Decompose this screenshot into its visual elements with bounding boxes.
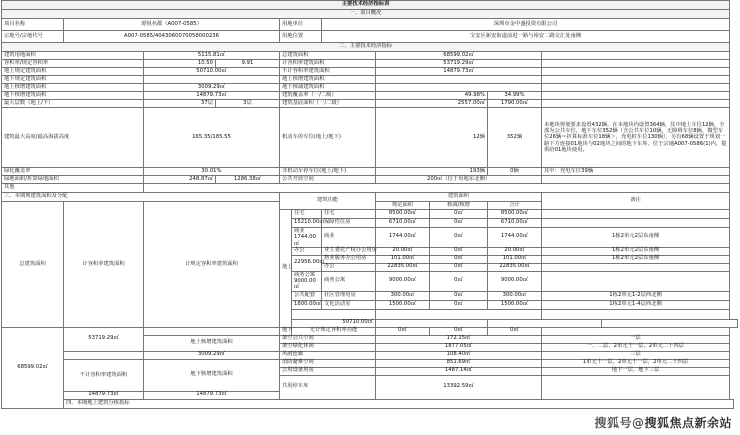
head-planned: 规定面积	[376, 202, 430, 210]
func-name: 保障性住房	[322, 219, 376, 228]
below-increase-value: 14879.73㎡	[144, 391, 280, 399]
group-value: 22956.00㎡	[292, 255, 322, 271]
indicator-label: 地下规定建筑面积	[2, 76, 144, 84]
note-value	[542, 263, 730, 271]
total-value: 22835.00㎡	[488, 263, 542, 271]
below-note: 地下一层、地下三层	[542, 367, 730, 375]
total-value: 1500.00㎡	[488, 300, 542, 309]
head-func: 建筑功能	[280, 193, 376, 210]
nonmotor-above: 193辆	[376, 168, 488, 176]
indicator-value: 5115.81㎡	[144, 52, 280, 60]
increase-note: 一、二层，2单元十一层，2单元二十四层	[542, 343, 730, 351]
far-label: 计容积率建筑面积	[64, 202, 144, 328]
adjust-value: 0㎡	[430, 247, 488, 255]
green-value: 30.01%	[144, 168, 280, 176]
height-value: 165.35/185.55	[144, 108, 280, 168]
adjust-value: 0㎡	[430, 291, 488, 300]
indicator-value: 49.98%	[376, 92, 488, 100]
nonfar-value: 14879.73㎡	[64, 391, 144, 399]
parking-below: 352辆	[488, 108, 542, 168]
increase-value: 108.40㎡	[376, 351, 542, 359]
adjust-value: 0㎡	[430, 228, 488, 248]
nonfar-label: 不计容积率建筑面积	[64, 359, 144, 391]
green-label: 绿化覆盖率	[2, 168, 144, 176]
group-value: 1744.00㎡	[294, 234, 316, 247]
below-adjust: 0㎡	[430, 327, 488, 335]
owner-value: 深圳市金中盛投资有限公司	[322, 19, 730, 31]
head-area: 建筑面积	[376, 193, 542, 202]
indicator-value: 68599.02㎡	[376, 52, 542, 60]
increase-value: 1877.05㎡	[376, 343, 542, 351]
planned-value: 1500.00㎡	[376, 300, 430, 309]
location-value: 宝安区新安街道前进一路与裕安二路交汇处南侧	[322, 31, 730, 43]
below-planned: 0㎡	[376, 327, 430, 335]
watermark-prefix: 搜狐号@	[594, 416, 645, 430]
increase-note: 1单元十一层，2单元十一层，2单元二十四层	[542, 359, 730, 367]
func-name: 办公	[322, 263, 376, 271]
increase-note: 一层	[542, 335, 730, 343]
adjust-value: 0㎡	[430, 255, 488, 263]
adjust-value: 0㎡	[430, 300, 488, 309]
increase-label: 地上核增建筑面积	[144, 335, 280, 351]
indicator-value: 37层	[144, 100, 216, 108]
parcel-value: A007-0585/4043060070058000236	[64, 31, 280, 43]
below-func: 无计规定容积率功能	[292, 327, 376, 335]
parking-note: 本地块规划要求设置432辆，在本地块内设置364辆，其中地上车位12辆，全部为公共车位，地下车位352辆（含公共车位10辆，无障碍车位8辆，微型车位26辆＝折算标准车位18辆＞，充电桩车位130辆），另有68辆设置于规划一路下方连接01地块与02地块之间的地下车库，位于宗地A007-0586(1)内，提供给01地块使用。	[542, 108, 730, 168]
indicator-label: 计容积率建筑面积	[280, 60, 376, 68]
indicator-label: 建筑覆盖率（一/二级）	[280, 92, 376, 100]
greenarea-label: 绿地面积/折算绿地面积	[2, 176, 144, 184]
planned-value: 20.00㎡	[376, 247, 430, 255]
increase-value: 172.15㎡	[376, 335, 542, 343]
indicator-value: 50710.00㎡	[144, 68, 280, 76]
indicator-label: 建筑用地面积	[2, 52, 144, 60]
indicator-label: 不计容积率建筑面积	[280, 68, 376, 76]
indicator-value: 3009.29㎡	[144, 84, 280, 92]
owner-label: 用地单位	[280, 19, 322, 31]
total-value: 101.00㎡	[488, 255, 542, 263]
note-value	[542, 271, 730, 291]
table-title: 主要技术经济指标表	[2, 1, 730, 10]
indicator-label: 最大层数（地上/下）	[2, 100, 144, 108]
total-value: 20.00㎡	[488, 247, 542, 255]
increase-func: 消防避难空间	[280, 359, 376, 367]
func-name: 物业服务办公用房	[322, 255, 376, 263]
func-name: 社区管理用房	[322, 291, 376, 300]
parking-above: 12辆	[376, 108, 488, 168]
note-value: 1栋2单元2层东南侧	[542, 247, 730, 255]
note-value	[542, 210, 730, 219]
project-name-value: 璟悦名都（A007-0585）	[64, 19, 280, 31]
watermark	[594, 414, 732, 431]
indicator-value	[376, 84, 542, 92]
indicator-value	[144, 76, 280, 84]
public-value: 200㎡（位于用地东北侧）	[376, 176, 542, 184]
group-name: 公共配套	[292, 291, 322, 300]
below-func: 公用设备用房	[280, 367, 376, 375]
indicator-value	[376, 76, 542, 84]
indicator-value: 34.99%	[488, 92, 542, 100]
project-name-label: 项目名称	[2, 19, 64, 31]
total-value: 1744.00㎡	[488, 228, 542, 248]
head-adjust: 核减/核增	[430, 202, 488, 210]
indicator-value: 3层	[216, 100, 280, 108]
note-value: 1栋2单元1-4层西北侧	[542, 300, 730, 309]
total-value: 300.00㎡	[488, 291, 542, 300]
indicator-table	[1, 0, 738, 409]
below-note	[542, 375, 730, 399]
below-ground-label: 地下	[280, 327, 292, 335]
charging-note: 其中：充电车位39辆	[542, 168, 730, 176]
indicator-label: 地下核减建筑面积	[280, 84, 376, 92]
note-value: 1栋2单元2层东南侧	[542, 255, 730, 263]
below-total: 0㎡	[488, 327, 542, 335]
indicator-value: 53719.29㎡	[376, 60, 542, 68]
increase-note: 三层	[542, 351, 730, 359]
total-value: 8500.00㎡	[488, 210, 542, 219]
public-label: 公共开放空间	[280, 176, 376, 184]
adjust-value: 0㎡	[430, 263, 488, 271]
below-value: 13392.59㎡	[376, 375, 542, 399]
section-3-title: 三、本期规建筑面积及分配	[2, 193, 280, 202]
group-name: 办公	[292, 247, 322, 255]
above-ground-label: 地上	[280, 210, 292, 328]
group-name: 住宅	[294, 210, 305, 217]
planned-value: 300.00㎡	[376, 291, 430, 300]
total-value: 6710.00㎡	[488, 219, 542, 228]
indicator-value: 10.50	[144, 60, 216, 68]
planned-value: 9000.00㎡	[376, 271, 430, 291]
group-value: 9000.00㎡	[294, 278, 316, 291]
func-name: 住宅	[322, 210, 376, 219]
adjust-value: 0㎡	[430, 271, 488, 291]
other-label: 其他	[2, 184, 144, 193]
indicator-label: 地上核增建筑面积	[2, 84, 144, 92]
increase-func: 架空绿化休闲	[280, 343, 376, 351]
note-value: 1栋2单元2层东南侧	[542, 228, 730, 248]
location-label: 用地位置	[280, 31, 322, 43]
planned-value: 22835.00㎡	[376, 263, 430, 271]
greenarea-converted: 1286.38㎡	[216, 176, 280, 184]
increase-func: 风雨连廊	[280, 351, 376, 359]
nonmotor-label: 非机动车停车位(地上/地下)	[280, 168, 376, 176]
indicator-label: 总建筑面积	[280, 52, 376, 60]
group-name: 商务公寓	[294, 271, 316, 278]
planned-far-value: 50710.00㎡	[292, 319, 376, 327]
nonmotor-below: 0辆	[488, 168, 542, 176]
group-cell	[292, 228, 322, 248]
planned-far-label: 计规定容积率建筑面积	[144, 202, 280, 328]
planned-value: 1744.00㎡	[376, 228, 430, 248]
parking-label: 机动车停车位(地上/地下)	[280, 108, 376, 168]
far-value: 53719.29㎡	[64, 327, 144, 351]
indicator-label: 地上核增建筑面积	[280, 76, 376, 84]
greenarea-value: 248.87㎡	[144, 176, 216, 184]
below-value: 1487.14㎡	[376, 367, 542, 375]
below-func: 共用停车库	[280, 375, 376, 399]
func-name: 商业	[322, 228, 376, 248]
note-value	[542, 219, 730, 228]
indicator-label: 地下核增建筑面积	[2, 92, 144, 100]
planned-value: 8500.00㎡	[376, 210, 430, 219]
indicator-value: 14879.73㎡	[376, 68, 542, 76]
section-4-title: 四、本期地上建筑分栋指标	[64, 399, 734, 408]
adjust-value: 0㎡	[430, 219, 488, 228]
indicator-label: 容积率/规定容积率	[2, 60, 144, 68]
indicator-value: 9.91	[216, 60, 280, 68]
total-area-label: 总建筑面积	[2, 202, 64, 328]
below-increase-label: 地下核增建筑面积	[144, 359, 280, 391]
group-value: 15210.00㎡	[292, 219, 322, 228]
section-1-title: 一、项目概况	[2, 10, 730, 19]
func-name: 业主委托产权办公用房	[322, 247, 376, 255]
planned-value: 101.00㎡	[376, 255, 430, 263]
adjust-value: 0㎡	[430, 210, 488, 219]
indicator-value: 2557.00㎡	[376, 100, 488, 108]
section-2-title: 二、主要技术经济指标	[2, 43, 730, 52]
parcel-label: 宗地号/宗地代号	[2, 31, 64, 43]
increase-value-total: 3009.29㎡	[144, 351, 280, 359]
planned-value: 6710.00㎡	[376, 219, 430, 228]
note-value: 1栋2单元1-2层西北侧	[542, 291, 730, 300]
indicator-value: 1790.00㎡	[488, 100, 542, 108]
indicator-label: 建筑基底面积（一/二级）	[280, 100, 376, 108]
height-label: 建筑最大高度/最高海拔高度	[2, 108, 144, 168]
head-total: 合计	[488, 202, 542, 210]
total-value: 9000.00㎡	[488, 271, 542, 291]
indicator-value: 14879.73㎡	[144, 92, 280, 100]
group-value: 1800.00㎡	[292, 300, 322, 309]
watermark-name: 搜狐焦点新余站	[644, 416, 732, 430]
indicator-label: 地上规定建筑面积	[2, 68, 144, 76]
increase-value: 851.69㎡	[376, 359, 542, 367]
func-name: 文化活动室	[322, 300, 376, 309]
head-note: 备注	[542, 193, 730, 210]
func-name: 商务公寓	[322, 271, 376, 291]
total-area-value: 68599.02㎡	[2, 327, 64, 408]
increase-func: 架空公共空间	[280, 335, 376, 343]
group-cell	[292, 271, 322, 291]
group-name: 商业	[294, 228, 305, 234]
group-label	[292, 210, 322, 219]
